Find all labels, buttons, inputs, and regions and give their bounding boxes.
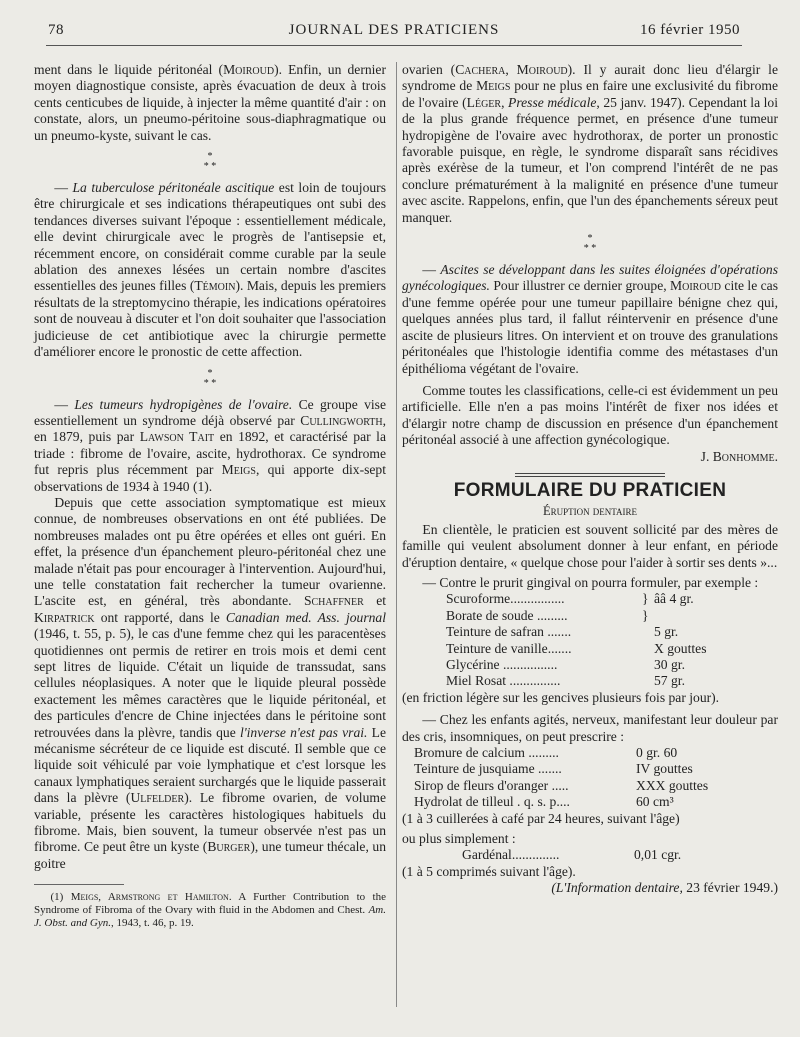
ingredient-dose: IV gouttes [636,761,693,777]
prescription-row [446,673,706,689]
prescription-simple-intro: ou plus simplement : [402,831,516,847]
prescription-row [446,608,706,624]
ingredient-name: Miel Rosat ............... [446,673,561,689]
ingredient-dose: 60 cm³ [636,794,674,810]
prescription-agites [414,745,708,811]
section-separator: * * * [203,367,217,389]
paragraph-ovarien: ovarien (Cachera, Moiroud). Il y aurait donc lieu d'élargir le syndrome de Meigs pour ne plus en faire une exclusivité du fibrome de l'ovaire (Léger, Presse médicale, 25 janv. 1947). Cependant la loi de la plus grande fréquence permet, en présence d'une tumeur hydropigène de l'ovaire avec hydrothorax, de porter un pronostic favorable puisque, en règle, le syndrome disparaît sans récidives après exérèse de la tumeur, et l'on comprend l'intérêt de ne pas conclure prématurément à la malignité en présence d'une tumeur avec ascite. Rappelons, enfin, que l'un des épanchements séreux peut manquer. [402,62,778,225]
prescription-row [446,591,706,607]
prescription-row [414,745,708,761]
double-rule [515,473,665,477]
paragraph-tumeurs: — Les tumeurs hydropigènes de l'ovaire. Ce groupe vise essentiellement un syndrome déjà observé par Cullingworth, en 1879, puis par Lawson Tait en 1892, et caractérisé par la triade : fibrome de l'ovaire, ascite, hydrothorax. Ce syndrome fut repris plus récemment par Meigs, qui apporte dix-sept observations de 1934 à 1940 (1). [34,396,386,494]
ingredient-name: Borate de soude ......... [446,607,568,623]
paragraph-tuberculose: — La tuberculose péritonéale ascitique est loin de toujours être chirurgicale et ses indications thérapeutiques ont subi des tendances diverses suivant l'époque : essentiellement médicale, elle devint chirurgicale avec le progrès de l'antisepsie et, récemment encore, on considérait comme curable par la seule ablation des annexes lésées un certain nombre d'ascites essentielles des jeunes filles (Témoin). Mais, depuis les premiers résultats de la streptomycino thérapie, les indications opératoires sont de nouveau à discuter et l'on doit souhaiter que l'association judicieuse de cet antibiotique avec la chirurgie permette d'améliorer encore le pronostic de cette affection. [34,180,386,360]
ingredient-name: Glycérine ................ [446,657,558,672]
ingredient-dose: X gouttes [654,640,707,656]
paragraph-conclusion: Comme toutes les classifications, celle-ci est évidemment un peu artificielle. Elle n'en a pas moins l'intérêt de fixer nos idées et d'élargir notre champ de discussion en présence d'un épanchement péritonéal associé à une affection gynécologique. [402,382,778,448]
brace-mark: } [642,591,649,607]
prescription-row [446,657,706,673]
footnote-rule [34,884,124,885]
formulaire-subtitle: Éruption dentaire [542,504,638,519]
page-header [48,22,740,42]
formulaire-title: FORMULAIRE DU PRATICIEN [453,479,727,501]
prescription-gardenal [462,847,681,863]
ingredient-dose: 57 gr. [654,673,685,689]
brace-mark [642,641,654,657]
paragraph-diagnostic-end: ment dans le liquide péritonéal (Moiroud). Enfin, un dernier moyen diagnostique consiste, après évacuation de deux à trois cents centicubes de liquide, à injecter la même quantité d'air : on constate, alors, un pneumo-péritoine sous-diaphragmatique ou un pneumo-kyste, suivant le cas. [34,62,386,143]
paragraph-observations: Depuis que cette association symptomatique est mieux connue, de nombreuses observations en ont été publiées. De nombreuses malades ont pu être opérées et elles ont guéri. En effet, la présence d'un épanchement pleuro-péritonéal chez une malade n'était pas pour encourager à l'intervention. Aujourd'hui, une telle constatation fait rechercher la tumeur ovarienne. L'ascite est, en général, très abondante. Schaffner et Kirpatrick ont rapporté, dans le Canadian med. Ass. journal (1946, t. 55, p. 5), le cas d'une femme chez qui les paracentèses quotidiennes ont permis de retirer en trois mois et demi cent sept litres de liquide. C'était un liquide de transsudat, sans cellules néoplasiques. A noter que le liquide pleural possède exactement les mêmes caractères que le liquide péritonéal, et des particules d'encre de Chine injectées dans le péritoine sont retrouvées dans la plèvre, tandis que l'inverse n'est pas vrai. Le mécanisme sécréteur de ce liquide est discuté. Il semble que ce liquide soit véhiculé par voie lymphatique et c'est lorsque les canaux lymphatiques seraient surchargés que le liquide passerait dans la plèvre (Ulfelder). Le fibrome ovarien, de volume variable, présente les caractères histologiques habituels du fibrome. Mais, bien souvent, la tumeur observée n'est pas un fibrome. Ce peut être un kyste (Burger), une tumeur thécale, un goitre [34,494,386,871]
formulaire-prurit: — Contre le prurit gingival on pourra formuler, par exemple : [422,574,759,590]
paragraph-ascites: — Ascites se développant dans les suites éloignées d'opérations gynécologiques. Pour illustrer ce dernier groupe, Moiroud cite le cas d'une femme opérée pour une tumeur papillaire bénigne chez qui, quelques années plus tard, il fallut réintervenir en présence d'une ascite de plusieurs litres. On intervient et on trouve des granulations péritonéales que l'histologie identifia comme des métastases d'un épithélioma végétant de l'ovaire. [402,262,778,376]
formulaire-enfants-agites: — Chez les enfants agités, nerveux, manifestant leur douleur par des cris, insomniques, on peut prescrire : [402,712,778,744]
section-separator: * * * [203,151,217,173]
prescription-row [414,794,708,810]
prescription-row [446,624,706,640]
ingredient-name: Scuroforme................ [446,591,565,607]
prescription-note-comprimes: (1 à 5 comprimés suivant l'âge). [402,863,576,879]
journal-title: JOURNAL DES PRATICIENS [288,22,500,38]
page-number: 78 [48,22,64,38]
issue-date: 16 février 1950 [640,22,740,38]
brace-mark: } [642,607,649,623]
column-divider [396,62,397,1007]
source-citation: (L'Information dentaire, 23 février 1949.) [551,880,778,896]
brace-mark [642,624,654,640]
prescription-row [462,847,681,863]
ingredient-name: Bromure de calcium ......... [414,745,559,761]
right-column [402,62,778,897]
ingredient-name: Hydrolat de tilleul . q. s. p.... [414,794,570,810]
prescription-prurit [446,591,706,689]
formulaire-intro: En clientèle, le praticien est souvent sollicité par des mères de famille qui veulent absolument donner à leur enfant, en période d'éruption dentaire, « quelque chose pour l'aider à sortir ses dents »... [402,521,778,570]
brace-mark [642,657,654,673]
ingredient-name: Teinture de safran ....... [446,624,572,640]
section-separator: * * * [583,233,597,255]
ingredient-dose: 30 gr. [654,657,685,672]
prescription-note-cuillerees: (1 à 3 cuillerées à café par 24 heures, suivant l'âge) [402,810,680,826]
prescription-row [414,778,708,794]
ingredient-dose: 5 gr. [654,624,679,640]
header-rule [46,45,742,46]
author-signature: J. Bonhomme. [700,448,778,464]
prescription-note-friction: (en friction légère sur les gencives plusieurs fois par jour). [402,689,720,705]
prescription-row [414,761,708,777]
brace-mark [642,673,654,689]
ingredient-dose: XXX gouttes [636,777,709,793]
ingredient-name: Teinture de vanille....... [446,640,572,656]
ingredient-name: Gardénal.............. [462,847,560,863]
ingredient-dose: 0 gr. 60 [636,745,678,761]
ingredient-dose: 0,01 cgr. [634,847,682,863]
prescription-row [446,641,706,657]
footnote: (1) Meigs, Armstrong et Hamilton. A Further Contribution to the Syndrome of Fibroma of the Ovary with fluid in the Abdomen and Chest. Am. J. Obst. and Gyn., 1943, t. 46, p. 19. [34,891,386,930]
ingredient-dose: ââ 4 gr. [654,591,694,607]
left-column [34,62,386,930]
ingredient-name: Teinture de jusquiame ....... [414,761,562,777]
ingredient-dose [654,608,706,624]
ingredient-name: Sirop de fleurs d'oranger ..... [414,777,569,793]
